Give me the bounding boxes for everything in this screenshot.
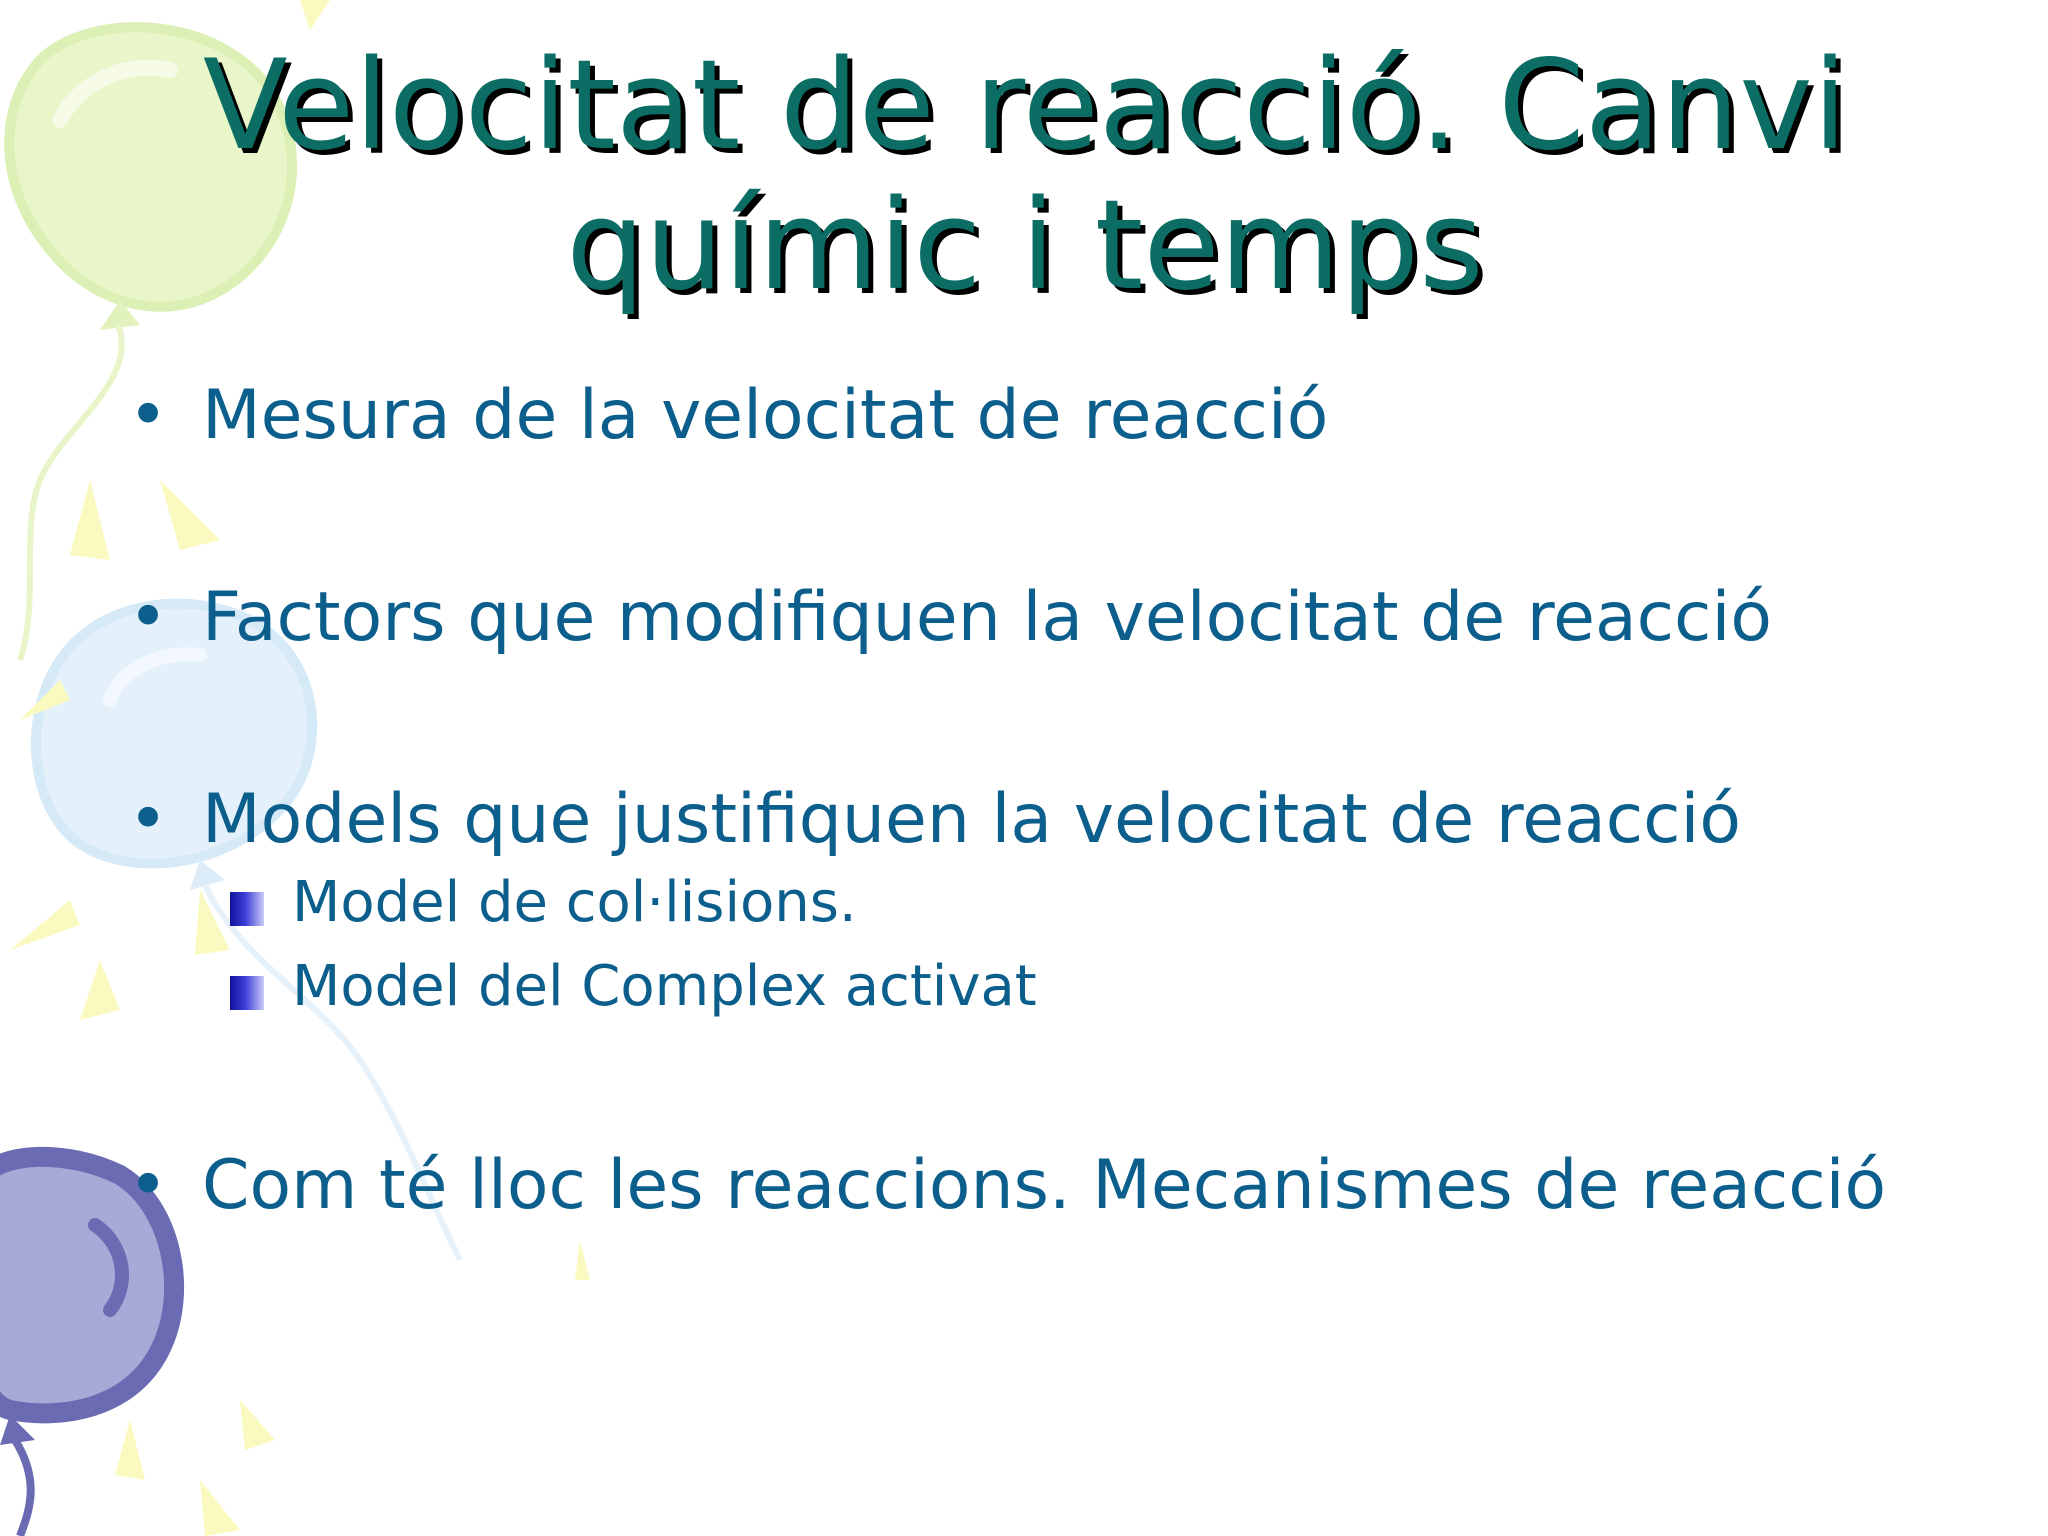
- bullet-text: Mesura de la velocitat de reacció: [202, 376, 1329, 455]
- round-dot-icon: •: [128, 578, 169, 657]
- sub-bullet-text: Model del Complex activat: [292, 954, 1037, 1019]
- round-dot-icon: •: [128, 780, 169, 859]
- sub-bullet-text: Model de col·lisions.: [292, 870, 857, 935]
- title-line-2: químic i temps: [566, 174, 1484, 318]
- title-line-1: Velocitat de reacció. Canvi: [202, 34, 1848, 178]
- bullet-text: Models que justifiquen la velocitat de reacció: [202, 780, 1742, 859]
- gradient-square-icon: [230, 892, 264, 926]
- round-dot-icon: •: [128, 1146, 169, 1225]
- bullet-text: Factors que modifiquen la velocitat de reacció: [202, 578, 1772, 657]
- gradient-square-icon: [230, 976, 264, 1010]
- round-dot-icon: •: [128, 376, 169, 455]
- bullet-text: Com té lloc les reaccions. Mecanismes de reacció: [202, 1146, 1887, 1225]
